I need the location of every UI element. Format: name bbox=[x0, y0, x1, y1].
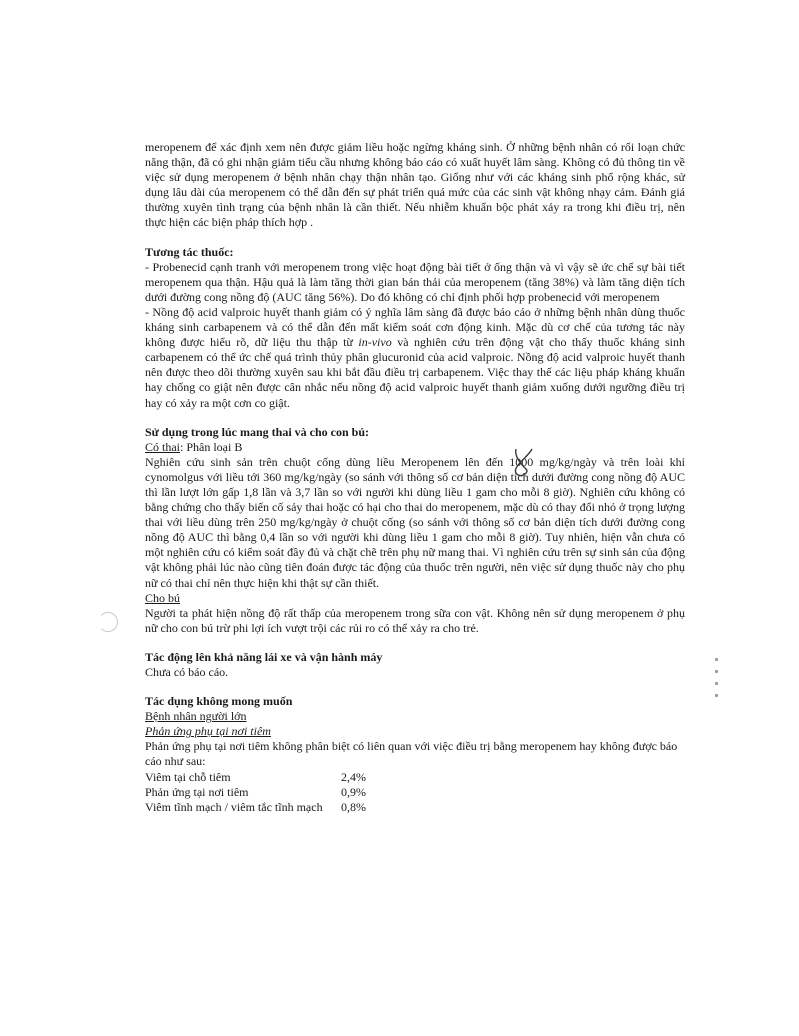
adverse-row-value: 0,8% bbox=[341, 799, 366, 814]
pregnancy-label: Có thai bbox=[145, 439, 180, 454]
driving-heading: Tác động lên khả năng lái xe và vận hành máy bbox=[145, 649, 383, 664]
adverse-row-value: 0,9% bbox=[341, 784, 366, 799]
adverse-row-label: Viêm tại chỗ tiêm bbox=[145, 769, 231, 784]
adverse-injection-subheading: Phản ứng phụ tại nơi tiêm bbox=[145, 724, 271, 739]
valproic-text-a: - Nồng độ acid valproic huyết thanh giảm có ý nghĩa lâm sàng đã được báo cáo ở những bệnh nhân dùng thuốc kháng sinh carbapenem và có thể dẫn đến mất kiểm soát cơn động kinh. Mặc dù cơ chế của tương tác này không được hiểu rõ, dữ liệu thu thập từ bbox=[145, 304, 685, 350]
pregnancy-paragraph: Nghiên cứu sinh sản trên chuột cống dùng liều Meropenem lên đến 1000 mg/kg/ngày và trên loài khỉ cynomolgus với liều tới 360 mg/kg/ngày (so sánh với thông số cơ bản diện tích dưới đường cong nồng độ AUC thì lần lượt lớn gấp 1,8 lần và 3,7 lần so với người khi dùng liều 1 gam cho mỗi 8 giờ). Nghiên cứu không có bằng chứng cho thấy biến cố sảy thai hoặc có hại cho thai do meropenem, mặc dù có thay đổi nhỏ ở trọng lượng thai với liều dùng trên 250 mg/kg/ngày ở chuột cống (so sánh với thông số cơ bản diện tích dưới đường cong nồng độ AUC thì bằng 0,4 lần so với người khi dùng liều 1 gam cho mỗi 8 giờ). Tuy nhiên, hiện vẫn chưa có một nghiên cứu có kiểm soát đầy đủ và chặt chẽ trên phụ nữ mang thai. Vì nghiên cứu trên sự sinh sản của động vật không phải lúc nào cũng tiên đoán được tác động của thuốc trên người, nên việc sử dụng thuốc này cho phụ nữ có thai chỉ nên thực hiện khi thật sự cần thiết. bbox=[145, 454, 685, 590]
scan-punch-mark bbox=[98, 612, 118, 632]
interactions-probenecid: - Probenecid cạnh tranh với meropenem trong việc hoạt động bài tiết ở ống thận và vì vậy sẽ ức chế sự bài tiết meropenem qua thận. Hậu quả là làm tăng thời gian bán thải của meropenem (tăng 38%) và làm tăng diện tích dưới đường cong nồng độ (AUC tăng 56%). Do đó không có chỉ định phối hợp probenecid với meropenem bbox=[145, 259, 685, 304]
lactation-paragraph: Người ta phát hiện nồng độ rất thấp của meropenem trong sữa con vật. Không nên sử dụng meropenem ở phụ nữ cho con bú trừ phi lợi ích vượt trội các rủi ro có thể xảy ra cho trẻ. bbox=[145, 605, 685, 635]
adverse-row bbox=[145, 800, 685, 815]
document-body bbox=[145, 140, 685, 815]
interactions-valproic bbox=[145, 305, 685, 411]
adverse-row-value: 2,4% bbox=[341, 769, 366, 784]
adverse-paragraph: Phản ứng phụ tại nơi tiêm không phân biệt có liên quan với việc điều trị bằng meropenem hay không được báo cáo như sau: bbox=[145, 739, 678, 769]
driving-text: Chưa có báo cáo. bbox=[145, 665, 229, 679]
interactions-heading: Tương tác thuốc: bbox=[145, 244, 234, 259]
adverse-row bbox=[145, 785, 685, 800]
adverse-heading: Tác dụng không mong muốn bbox=[145, 694, 293, 709]
adverse-row bbox=[145, 770, 685, 785]
valproic-text-b: và nghiên cứu trên động vật cho thấy thuốc kháng sinh carbapenem có thể ức chế quá trình thủy phân glucuronid của acid valproic. Nồng độ acid valproic huyết thanh nên được theo dõi thường xuyên sau khi bắt đầu điều trị carbapenem. Việc thay thế các liệu pháp kháng khuẩn hay chống co giật nên được cân nhắc nếu nồng độ acid valproic huyết thanh giảm xuống dưới ngưỡng điều trị hay có xảy ra một cơn co giật. bbox=[145, 335, 685, 410]
valproic-italic: in-vivo bbox=[358, 335, 392, 350]
lactation-subheading: Cho bú bbox=[145, 590, 181, 605]
handwritten-mark bbox=[506, 443, 542, 483]
pregnancy-heading: Sử dụng trong lúc mang thai và cho con bú: bbox=[145, 424, 370, 439]
adverse-row-label: Phản ứng tại nơi tiêm bbox=[145, 784, 249, 799]
pregnancy-category: : Phân loại B bbox=[180, 439, 243, 454]
adverse-adults-subheading: Bệnh nhân người lớn bbox=[145, 709, 247, 724]
intro-paragraph: meropenem để xác định xem nên được giảm liều hoặc ngừng kháng sinh. Ở những bệnh nhân có rối loạn chức năng thận, đã có ghi nhận giảm tiểu cầu nhưng không báo cáo có xuất huyết lâm sàng. Không có đủ thông tin về việc sử dụng meropenem ở bệnh nhân chạy thận nhân tạo. Giống như với các kháng sinh phổ rộng khác, sử dụng lâu dài của meropenem có thể dẫn đến sự phát triển quá mức của các sinh vật không nhạy cảm. Đánh giá thường xuyên tình trạng của bệnh nhân là cần thiết. Nếu nhiễm khuẩn bộc phát xảy ra trong khi điều trị, nên thực hiện các biện pháp thích hợp . bbox=[145, 140, 685, 230]
adverse-row-label: Viêm tĩnh mạch / viêm tắc tĩnh mạch bbox=[145, 799, 323, 814]
scan-edge-marks bbox=[714, 658, 720, 710]
pregnancy-subheading bbox=[145, 440, 685, 455]
